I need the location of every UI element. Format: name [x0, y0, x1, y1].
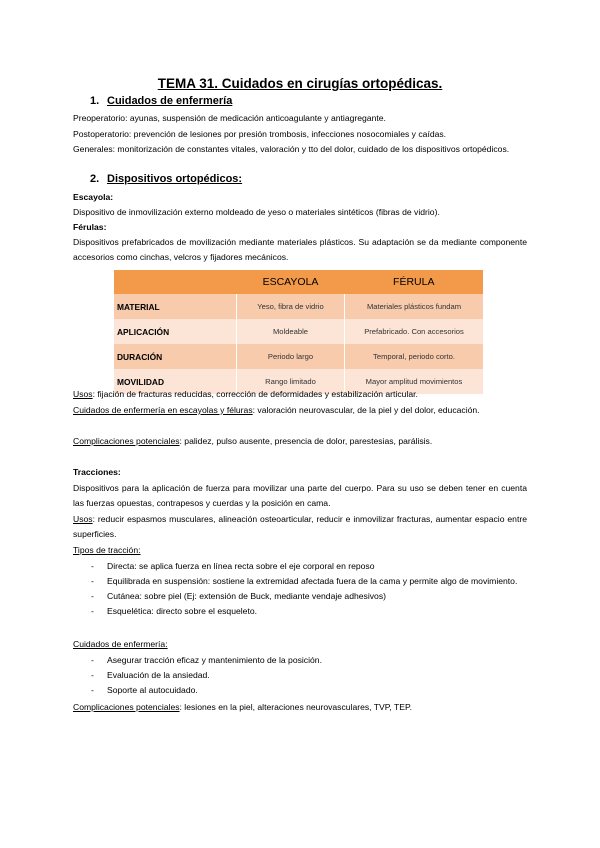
list-item — [73, 574, 527, 589]
usos-text: : fijación de fracturas reducidas, corrección de deformidades y estabilización articular. — [92, 389, 418, 399]
cuidados-escayolas-paragraph — [73, 403, 527, 418]
usos-label: Usos — [73, 389, 93, 399]
table-header-escayola: ESCAYOLA — [237, 270, 345, 294]
cuidados-escayolas-label: Cuidados de enfermería en escayolas y féluras — [73, 405, 253, 415]
escayola-cell: Yeso, fibra de vidrio — [237, 294, 345, 319]
list-item-text: Directa: se aplica fuerza en línea recta sobre el eje corporal en reposo — [107, 561, 375, 571]
dash-bullet: - — [91, 561, 94, 571]
general-text: Generales: monitorización de constantes vitales, valoración y tto del dolor, cuidado de los dispositivos ortopédicos. — [73, 144, 510, 154]
tipos-traccion-label: Tipos de tracción: — [73, 545, 141, 555]
list-item-text: Evaluación de la ansiedad. — [107, 670, 210, 680]
table-row — [114, 294, 483, 319]
tracciones-usos-paragraph — [73, 512, 527, 542]
escayola-text: Dispositivo de inmovilización externo moldeado de yeso o materiales sintéticos (fibras de vidrio). — [73, 207, 440, 217]
tipos-traccion-list — [73, 559, 527, 619]
list-item-text: Equilibrada en suspensión: sostiene la extremidad afectada fuera de la cama y permite algo de movimiento. — [107, 576, 518, 586]
section-2-heading — [90, 173, 242, 185]
tracciones-cuidados-label: Cuidados de enfermería: — [73, 639, 168, 649]
escayola-label: Escayola: — [73, 192, 114, 202]
section-1-title: Cuidados de enfermería — [107, 95, 233, 107]
dash-bullet: - — [91, 576, 94, 586]
section-1-number: 1. — [90, 95, 100, 107]
escayola-cell: Moldeable — [237, 319, 345, 344]
table-row — [114, 344, 483, 369]
dash-bullet: - — [91, 655, 94, 665]
preop-text: Preoperatorio: ayunas, suspensión de medicación anticoagulante y antiagregante. — [73, 113, 386, 123]
ferula-cell: Prefabricado. Con accesorios — [345, 319, 484, 344]
row-label: APLICACIÓN — [114, 319, 237, 344]
tracciones-label: Tracciones: — [73, 467, 121, 477]
usos-paragraph — [73, 387, 527, 402]
section-2-title: Dispositivos ortopédicos: — [107, 173, 243, 185]
ferula-cell: Materiales plásticos fundam — [345, 294, 484, 319]
list-item-text: Asegurar tracción eficaz y mantenimiento de la posición. — [107, 655, 322, 665]
tracciones-complicaciones-text: : lesiones en la piel, alteraciones neurovasculares, TVP, TEP. — [179, 702, 413, 712]
table-header-row — [114, 270, 483, 294]
row-label: MOVILIDAD — [114, 369, 237, 394]
escayola-cell: Rango limitado — [237, 369, 345, 394]
escayola-cell: Periodo largo — [237, 344, 345, 369]
list-item — [73, 559, 527, 574]
row-label: MATERIAL — [114, 294, 237, 319]
ferulas-label: Férulas: — [73, 222, 107, 232]
complicaciones-label: Complicaciones potenciales — [73, 436, 180, 446]
comparison-table — [114, 270, 483, 394]
ferula-cell: Mayor amplitud movimientos — [345, 369, 484, 394]
ferulas-text: Dispositivos prefabricados de movilización mediante materiales plásticos. Su adaptación se da mediante componente accesorios como cinchas, velcros y fijadores mecánicos. — [73, 237, 527, 262]
tracciones-usos-text: : reducir espasmos musculares, alineación osteoarticular, reducir e inmovilizar fracturas, aumentar espacio entre superficies. — [73, 514, 527, 539]
cuidados-escayolas-text: : valoración neurovascular, de la piel y del dolor, educación. — [252, 405, 480, 415]
section-1-heading — [90, 95, 232, 107]
list-item — [73, 589, 527, 604]
dash-bullet: - — [91, 670, 94, 680]
list-item-text: Cutánea: sobre piel (Ej: extensión de Buck, mediante vendaje adhesivos) — [107, 591, 386, 601]
dash-bullet: - — [91, 591, 94, 601]
table-header-empty — [114, 270, 237, 294]
complicaciones-paragraph — [73, 434, 527, 449]
complicaciones-text: : palidez, pulso ausente, presencia de dolor, parestesias, parálisis. — [179, 436, 433, 446]
list-item-text: Soporte al autocuidado. — [107, 685, 198, 695]
list-item — [73, 668, 527, 683]
table-header-ferula: FÉRULA — [345, 270, 484, 294]
ferula-cell: Temporal, periodo corto. — [345, 344, 484, 369]
tracciones-usos-label: Usos — [73, 514, 93, 524]
dash-bullet: - — [91, 685, 94, 695]
row-label: DURACIÓN — [114, 344, 237, 369]
list-item — [73, 653, 527, 668]
tracciones-cuidados-list — [73, 653, 527, 698]
dash-bullet: - — [91, 606, 94, 616]
table-row — [114, 319, 483, 344]
tracciones-complicaciones-label: Complicaciones potenciales — [73, 702, 180, 712]
section-2-number: 2. — [90, 173, 100, 185]
list-item — [73, 604, 527, 619]
list-item — [73, 683, 527, 698]
tracciones-complicaciones-paragraph — [73, 700, 527, 715]
postop-text: Postoperatorio: prevención de lesiones por presión trombosis, infecciones nosocomiales y caídas. — [73, 129, 447, 139]
page-title: TEMA 31. Cuidados en cirugías ortopédicas. — [157, 76, 443, 91]
tracciones-text: Dispositivos para la aplicación de fuerza para movilizar una parte del cuerpo. Para su uso se deben tener en cuenta las fuerzas opuestas, contrapesos y cuerdas y la posición en cama. — [73, 483, 527, 508]
list-item-text: Esquelética: directo sobre el esqueleto. — [107, 606, 258, 616]
